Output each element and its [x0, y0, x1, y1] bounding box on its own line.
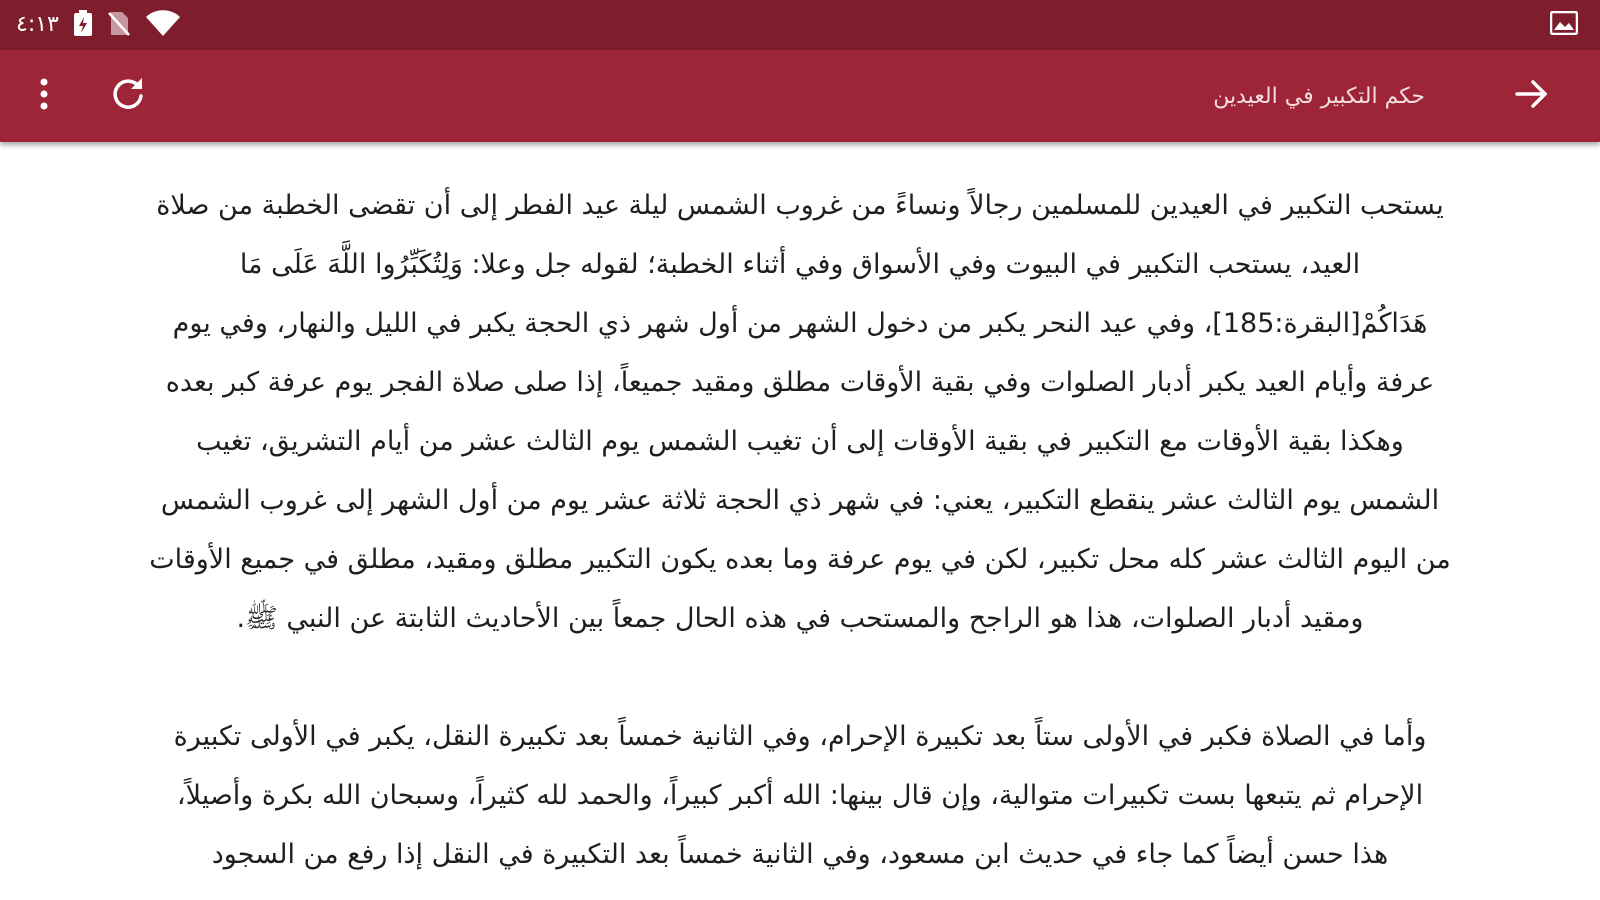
text-line: الشمس يوم الثالث عشر ينقطع التكبير، يعني: في شهر ذي الحجة ثلاثة عشر يوم من أول الشهر إلى غروب الشمس — [160, 485, 1440, 516]
app-bar — [0, 50, 1600, 142]
text-line: عرفة وأيام العيد يكبر أدبار الصلوات وفي بقية الأوقات مطلق ومقيد جميعاً، إذا صلى صلاة الفجر يوم عرفة كبر بعده — [165, 367, 1435, 398]
status-icons — [16, 0, 181, 50]
text-line: هذا حسن أيضاً كما جاء في حديث ابن مسعود، وفي الثانية خمساً بعد التكبيرة في النقل إذا رفع من السجود — [211, 839, 1389, 870]
image-notification-icon — [1550, 11, 1578, 39]
no-sim-icon — [107, 9, 131, 41]
article-content — [0, 142, 1600, 900]
text-line: العيد، يستحب التكبير في البيوت وفي الأسواق وفي أثناء الخطبة؛ لقوله جل وعلا: وَلِتُكَبِّرُوا اللَّهَ عَلَى مَا — [239, 249, 1361, 280]
text-line: يستحب التكبير في العيدين للمسلمين رجالاً ونساءً من غروب الشمس ليلة عيد الفطر إلى أن تقضى الخطبة من صلاة — [156, 190, 1444, 221]
text-line: هَدَاكُمْ[البقرة:185]، وفي عيد النحر يكبر من دخول الشهر من أول شهر ذي الحجة يكبر في الليل والنهار، وفي يوم — [172, 308, 1428, 339]
refresh-button[interactable] — [100, 50, 156, 142]
status-bar — [0, 0, 1600, 50]
back-button[interactable] — [1504, 50, 1560, 142]
refresh-icon — [109, 75, 147, 117]
status-notification-area — [1550, 0, 1578, 50]
arrow-right-icon — [1514, 76, 1550, 116]
paragraph-spacer — [20, 648, 1580, 707]
text-line: وهكذا بقية الأوقات مع التكبير في بقية الأوقات إلى أن تغيب الشمس يوم الثالث عشر من أيام التشريق، تغيب — [196, 426, 1404, 457]
text-line: من اليوم الثالث عشر كله محل تكبير، لكن في يوم عرفة وما بعده يكون التكبير مطلق ومقيد، مطلق في جميع الأوقات — [149, 544, 1451, 575]
text-line: ومقيد أدبار الصلوات، هذا هو الراجح والمستحب في هذه الحال جمعاً بين الأحاديث الثابتة عن النبي ﷺ. — [236, 603, 1364, 634]
wifi-icon — [145, 9, 181, 41]
paragraph-2 — [20, 707, 1580, 884]
text-line: وأما في الصلاة فكبر في الأولى ستاً بعد تكبيرة الإحرام، وفي الثانية خمساً بعد تكبيرة النقل، يكبر في الأولى تكبيرة — [173, 721, 1427, 752]
paragraph-1 — [20, 176, 1580, 648]
page-title: حكم التكبير في العيدين — [1213, 83, 1425, 109]
more-vert-icon — [39, 77, 49, 115]
text-line: الإحرام ثم يتبعها بست تكبيرات متوالية، وإن قال بينها: الله أكبر كبيراً، والحمد لله كثيراً، وسبحان الله بكرة وأصيلاً، — [176, 780, 1424, 811]
more-options-button[interactable] — [22, 50, 66, 142]
status-time: ٤:١٣ — [16, 12, 59, 37]
battery-charging-icon — [73, 9, 93, 41]
